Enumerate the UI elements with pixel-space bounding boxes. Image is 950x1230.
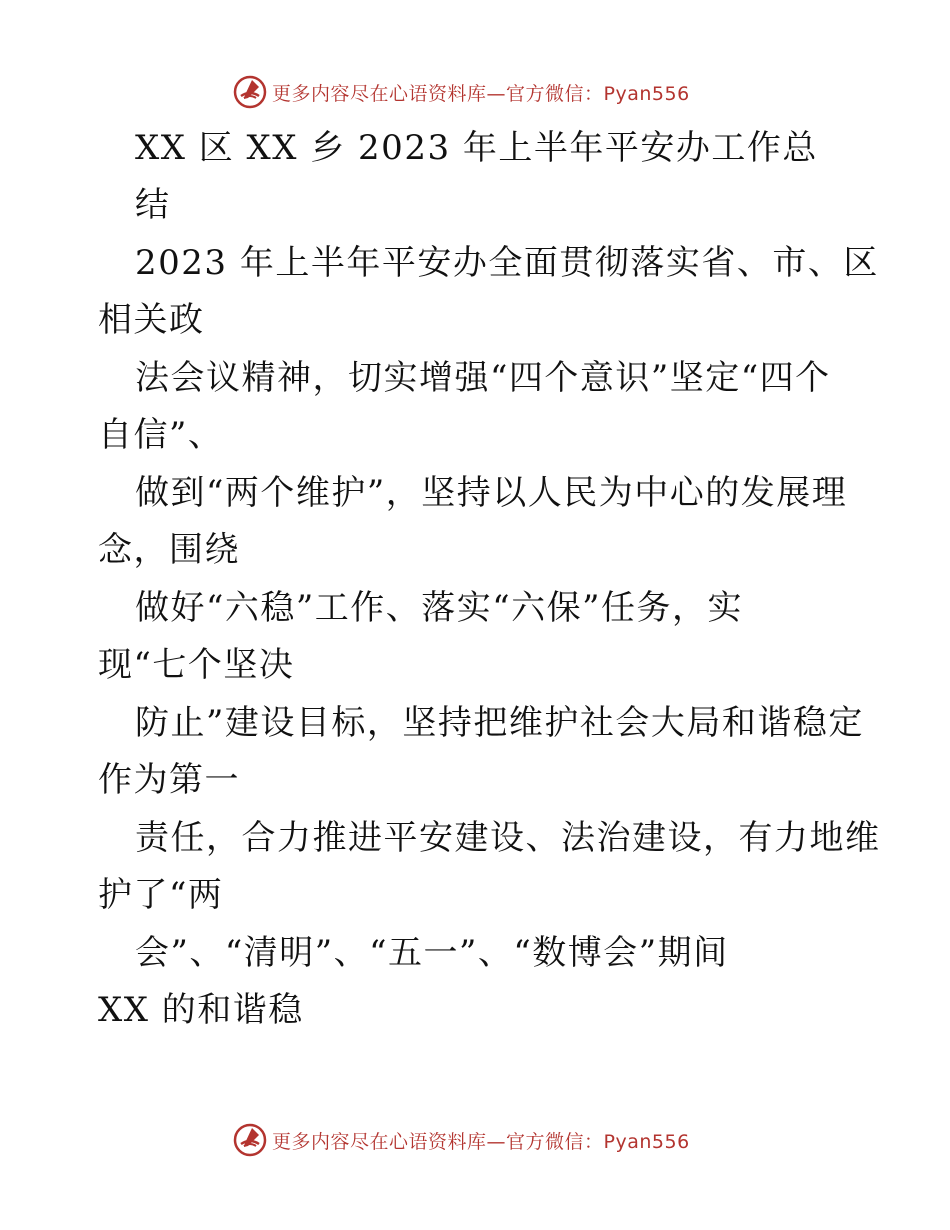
title-line-2: 结 [135,185,171,225]
title-line-1: XX 区 XX 乡 2023 年上半年平安办工作总 [135,128,818,168]
footer-banner [0,1120,950,1160]
header-banner-text: 更多内容尽在心语资料库—官方微信：Pyan556 [272,82,690,105]
header-banner [0,72,950,112]
body-line: 做好“六稳”工作、落实“六保”任务，实 [135,588,744,628]
body-line: 做到“两个维护”，坚持以人民为中心的发展理 [135,473,848,513]
book-pen-logo-icon [232,74,268,110]
body-line: 作为第一 [98,760,240,800]
body-line: 护了“两 [98,875,224,915]
body-line: 相关政 [98,300,205,340]
body-line: 防止”建设目标，坚持把维护社会大局和谐稳定 [135,703,864,743]
body-line: XX 的和谐稳 [98,990,304,1030]
body-line: 念，围绕 [98,530,240,570]
footer-banner-text: 更多内容尽在心语资料库—官方微信：Pyan556 [272,1130,690,1153]
body-line: 责任，合力推进平安建设、法治建设，有力地维 [135,818,881,858]
book-pen-logo-icon [232,1122,268,1158]
body-line: 现“七个坚决 [98,645,295,685]
body-line: 法会议精神，切实增强“四个意识”坚定“四个 [135,358,831,398]
body-line: 会”、“清明”、“五一”、“数博会”期间 [135,933,729,973]
body-line: 自信”、 [98,415,224,455]
body-line: 2023 年上半年平安办全面贯彻落实省、市、区 [135,243,879,283]
